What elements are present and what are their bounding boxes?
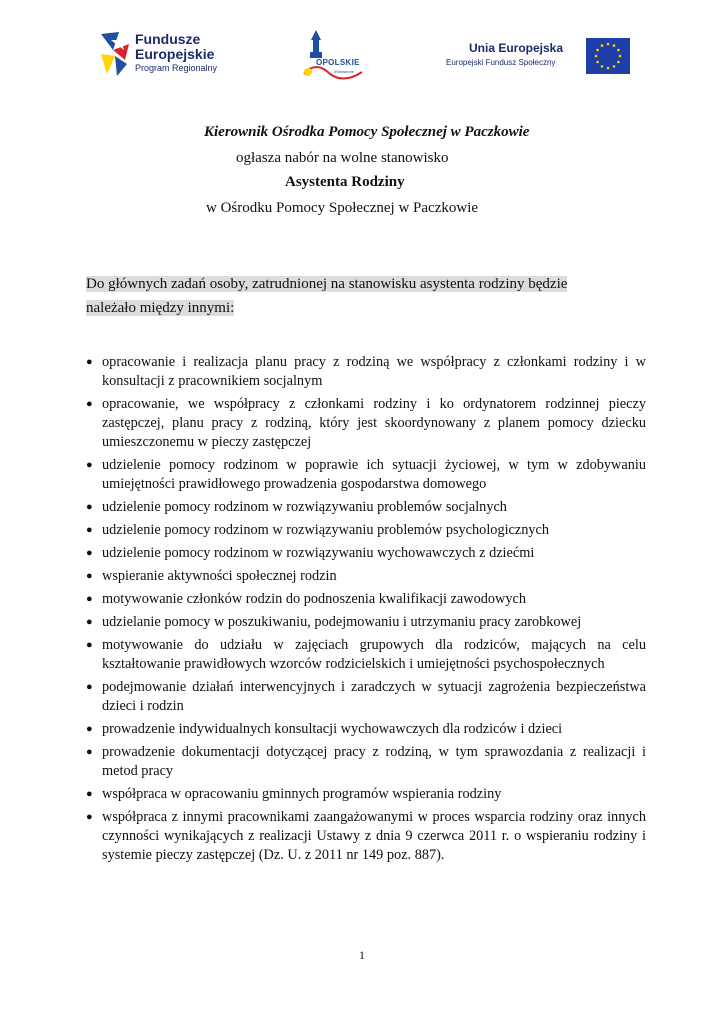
intro-paragraph (86, 272, 592, 320)
ue-line2: Europejski Fundusz Społeczny (446, 58, 556, 67)
bullet-icon: ● (86, 723, 93, 735)
list-item: ● udzielenie pomocy rodzinom w rozwiązywaniu problemów socjalnych (86, 499, 507, 515)
bullet-icon: ● (86, 356, 93, 368)
list-item: ● opracowanie, we współpracy z członkami rodziny i ko ordynatorem rodzinnej pieczy zastępczej, planu pracy z rodziną, który jest skoordynowany z planem pomocy dziecku umieszczonemu w pieczy zastępczej (86, 396, 646, 450)
title-line2: ogłasza nabór na wolne stanowisko (236, 150, 449, 166)
bullet-icon: ● (86, 398, 93, 410)
fe-line1: Fundusze (135, 31, 201, 47)
list-item: ● udzielenie pomocy rodzinom w rozwiązywaniu wychowawczych z dziećmi (86, 545, 535, 561)
list-item: ● udzielanie pomocy w poszukiwaniu, podejmowaniu i utrzymaniu pracy zarobkowej (86, 614, 582, 630)
bullet-icon: ● (86, 593, 93, 605)
bullet-icon: ● (86, 639, 93, 651)
opolskie-sub: #Wiosenne (334, 69, 355, 74)
title-line1: Kierownik Ośrodka Pomocy Społecznej w Paczkowie (204, 124, 530, 140)
intro-line1: Do głównych zadań osoby, zatrudnionej na stanowisku asystenta rodziny będzie (86, 276, 568, 292)
fe-line2: Europejskie (135, 46, 215, 62)
bullet-icon: ● (86, 788, 93, 800)
bullet-icon: ● (86, 746, 93, 758)
title-line4: w Ośrodku Pomocy Społecznej w Paczkowie (206, 200, 479, 216)
opolskie-label: OPOLSKIE (316, 58, 360, 67)
list-item: ● udzielenie pomocy rodzinom w rozwiązywaniu problemów psychologicznych (86, 522, 550, 538)
list-item: ● udzielenie pomocy rodzinom w poprawie ich sytuacji życiowej, w tym w zdobywaniu umiejętności prawidłowego prowadzenia gospodarstwa domowego (86, 457, 646, 492)
bullet-icon: ● (86, 570, 93, 582)
bullet-icon: ● (86, 547, 93, 559)
opolskie-tower-icon (300, 30, 370, 82)
opolskie-logo (300, 30, 370, 82)
bullet-icon: ● (86, 524, 93, 536)
list-item: ● motywowanie członków rodzin do podnoszenia kwalifikacji zawodowych (86, 591, 527, 607)
list-item: ● współpraca z innymi pracownikami zaangażowanymi w proces wsparcia rodziny oraz innych czynności wynikających z realizacji Ustawy z dnia 9 czerwca 2011 r. o wspieraniu rodziny i systemie pieczy zastępczej (Dz. U. z 2011 nr 149 poz. 887). (86, 809, 646, 863)
unia-europejska-logo (446, 36, 631, 82)
list-item: ● prowadzenie dokumentacji dotyczącej pracy z rodziną, w tym sprawozdania z realizacji i metod pracy (86, 744, 646, 779)
intro-line2: należało między innymi: (86, 300, 235, 316)
list-item: ● prowadzenie indywidualnych konsultacji wychowawczych dla rodziców i dzieci (86, 721, 563, 737)
eu-flag-icon (586, 38, 630, 74)
list-item: ● podejmowanie działań interwencyjnych i zaradczych w sytuacji zagrożenia bezpieczeństwa dzieci i rodzin (86, 679, 646, 714)
logo-header (0, 28, 724, 88)
duties-list (86, 353, 646, 869)
fe-line3: Program Regionalny (135, 63, 218, 73)
list-item: ● wspieranie aktywności społecznej rodzin (86, 568, 337, 584)
list-item: ● opracowanie i realizacja planu pracy z rodziną we współpracy z członkami rodziny i w konsultacji z pracownikiem socjalnym (86, 354, 646, 389)
list-item: ● współpraca w opracowaniu gminnych programów wspierania rodziny (86, 786, 502, 802)
ue-line1: Unia Europejska (469, 41, 564, 55)
position-title: Asystenta Rodziny (285, 174, 405, 190)
fe-stars-icon (99, 30, 133, 78)
page-number: 1 (359, 948, 365, 962)
bullet-icon: ● (86, 681, 93, 693)
bullet-icon: ● (86, 459, 93, 471)
bullet-icon: ● (86, 811, 93, 823)
list-item: ● motywowanie do udziału w zajęciach grupowych dla rodziców, mających na celu kształtowanie prawidłowych wzorców rodzicielskich i umiejętności psychospołecznych (86, 637, 646, 672)
fundusze-europejskie-logo (99, 30, 229, 82)
bullet-icon: ● (86, 501, 93, 513)
bullet-icon: ● (86, 616, 93, 628)
